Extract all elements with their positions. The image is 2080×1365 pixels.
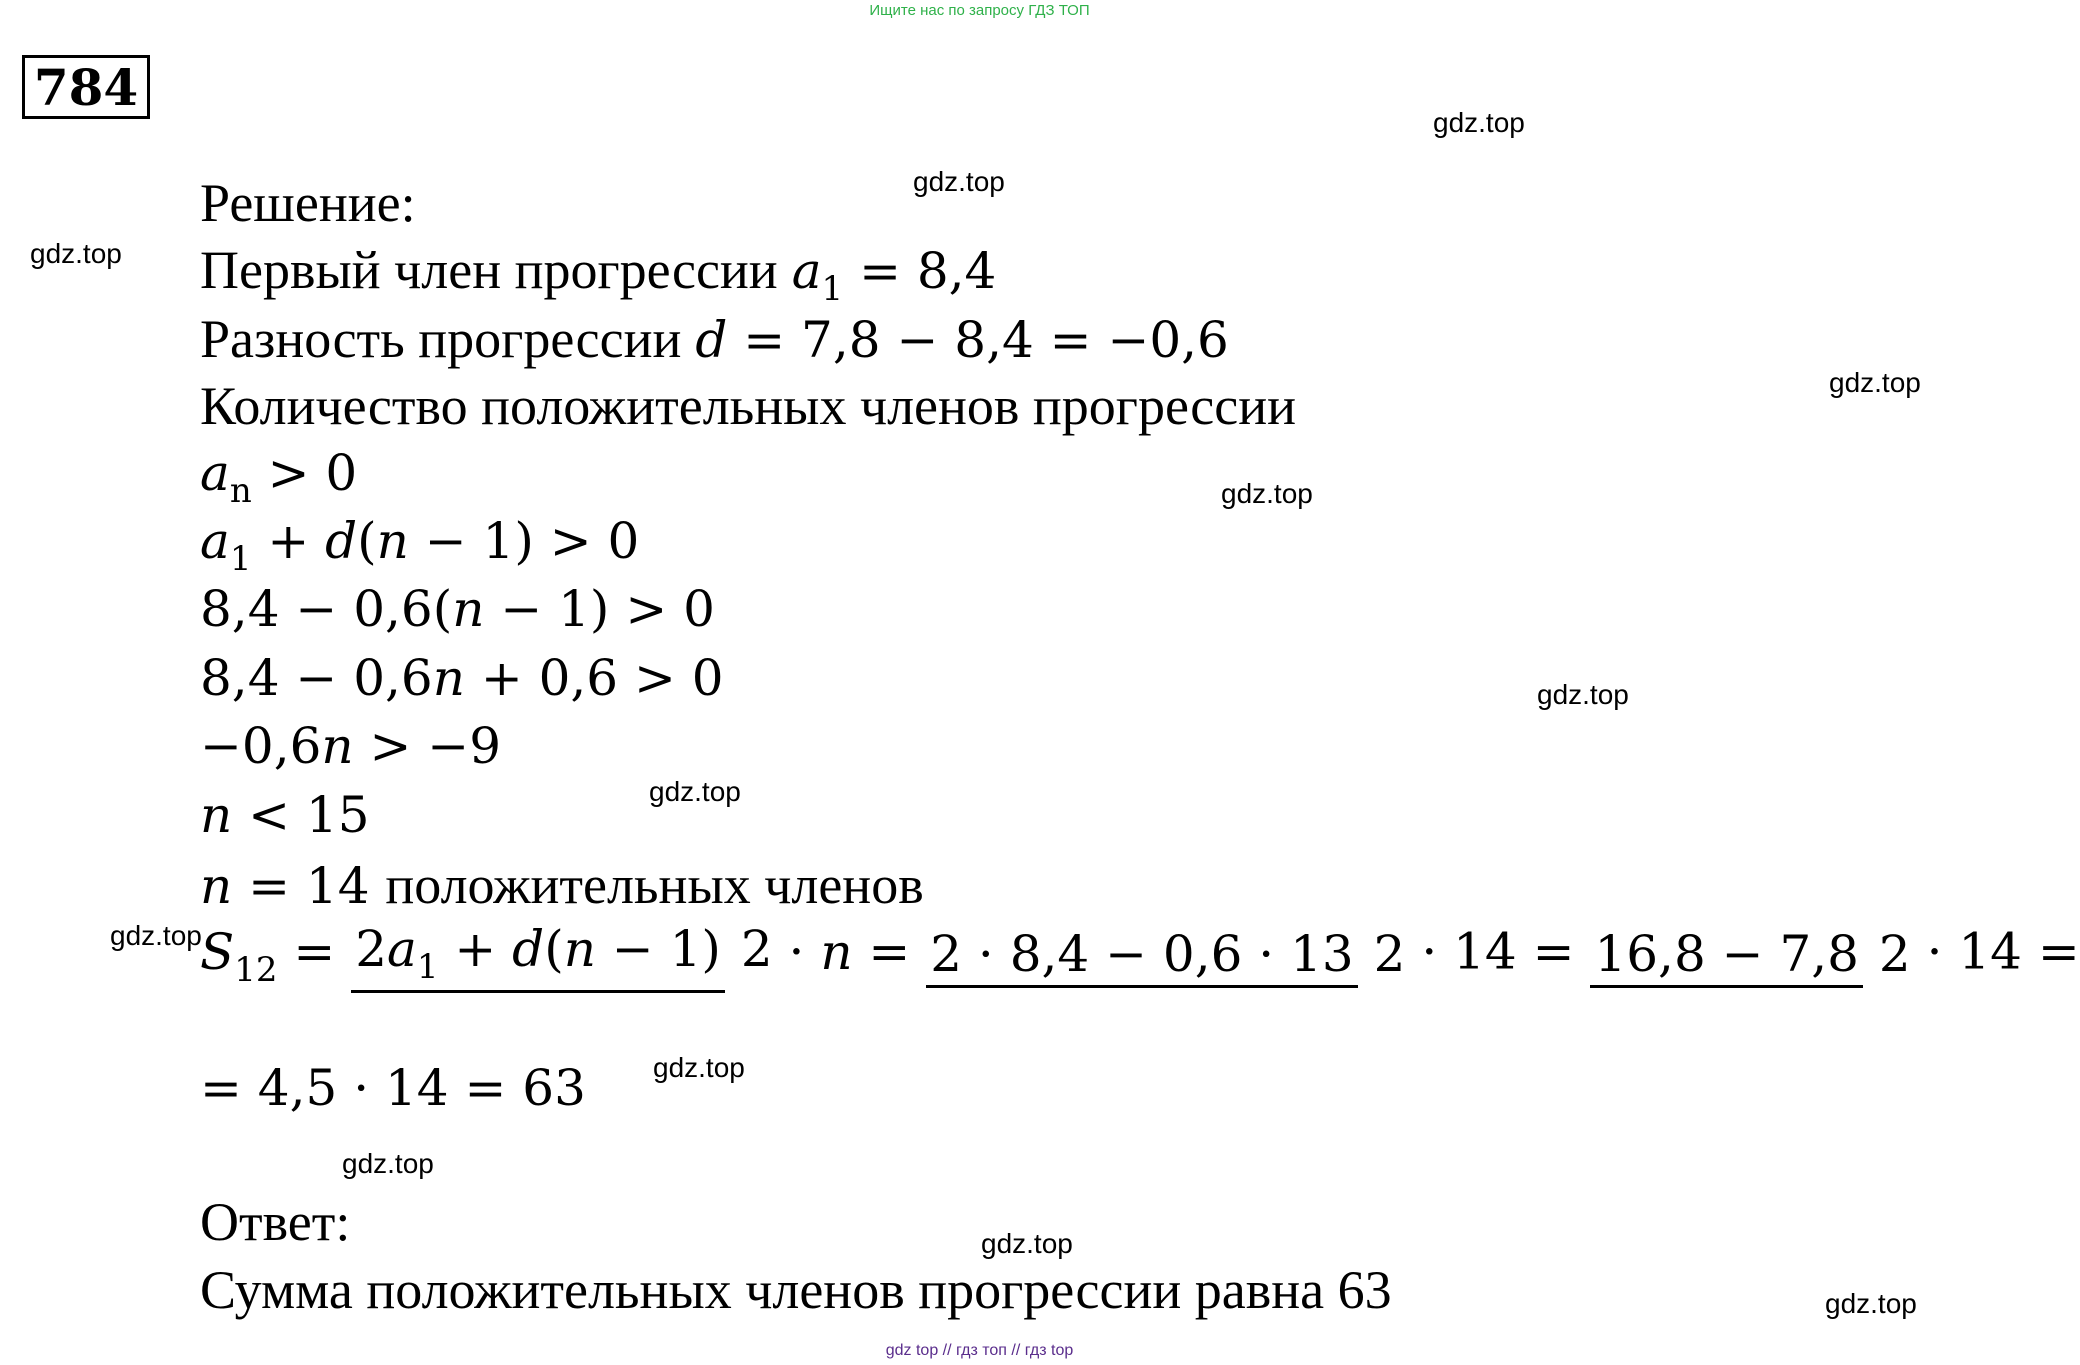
step-n-bound: n < 15 — [200, 786, 370, 844]
sum-result: = 4,5 · 14 = 63 — [200, 1059, 586, 1117]
top-banner: Ищите нас по запросу ГДЗ ТОП — [869, 2, 1090, 19]
problem-number: 784 — [22, 55, 150, 119]
fraction-substituted: 2 · 8,4 − 0,6 · 13 2 — [926, 923, 1405, 988]
step-expand: 8,4 − 0,6n + 0,6 > 0 — [200, 649, 724, 707]
footer-link-2[interactable]: гдз топ — [956, 1342, 1007, 1359]
watermark: gdz.top — [342, 1148, 434, 1179]
footer-separator: // — [942, 1342, 952, 1359]
footer-link-3[interactable]: гдз top — [1024, 1342, 1074, 1359]
count-label: Количество положительных членов прогрессии — [200, 376, 1297, 436]
watermark: gdz.top — [1221, 478, 1313, 509]
step-substitute: 8,4 − 0,6(n − 1) > 0 — [200, 580, 715, 638]
sum-formula: S12 = 2a1 + d(n − 1) 2 · n = 2 · 8,4 − 0,6 · 13 2 · 14 = 16,8 − 7,8 2 · 14 = — [200, 918, 2080, 993]
step-general-term: a1 + d(n − 1) > 0 — [200, 512, 640, 579]
positive-terms-label: положительных членов — [385, 855, 924, 915]
step-simplify: −0,6n > −9 — [200, 717, 502, 775]
solution-heading: Решение: — [200, 173, 416, 233]
watermark: gdz.top — [981, 1228, 1073, 1259]
answer-text: Сумма положительных членов прогрессии равна 63 — [200, 1260, 1392, 1320]
footer-link-1[interactable]: gdz top — [885, 1342, 939, 1359]
difference-label: Разность прогрессии — [200, 309, 682, 369]
step-n-value: n = 14 положительных членов — [200, 855, 924, 915]
watermark: gdz.top — [1829, 367, 1921, 398]
watermark: gdz.top — [1433, 107, 1525, 138]
first-term-line: Первый член прогрессии a1 = 8,4 — [200, 240, 997, 309]
fraction-simplified: 16,8 − 7,8 2 — [1590, 923, 1910, 988]
watermark: gdz.top — [1537, 679, 1629, 710]
first-term-label: Первый член прогрессии — [200, 240, 778, 300]
difference-line: Разность прогрессии d = 7,8 − 8,4 = −0,6 — [200, 309, 1229, 369]
watermark: gdz.top — [913, 166, 1005, 197]
watermark: gdz.top — [1825, 1288, 1917, 1319]
fraction-general: 2a1 + d(n − 1) 2 — [351, 918, 772, 993]
watermark: gdz.top — [110, 920, 202, 951]
watermark: gdz.top — [653, 1052, 745, 1083]
footer — [0, 1342, 1959, 1360]
step-an-positive: an > 0 — [200, 444, 358, 511]
footer-separator: // — [1011, 1342, 1021, 1359]
answer-heading: Ответ: — [200, 1192, 351, 1252]
watermark: gdz.top — [649, 776, 741, 807]
watermark: gdz.top — [30, 238, 122, 269]
